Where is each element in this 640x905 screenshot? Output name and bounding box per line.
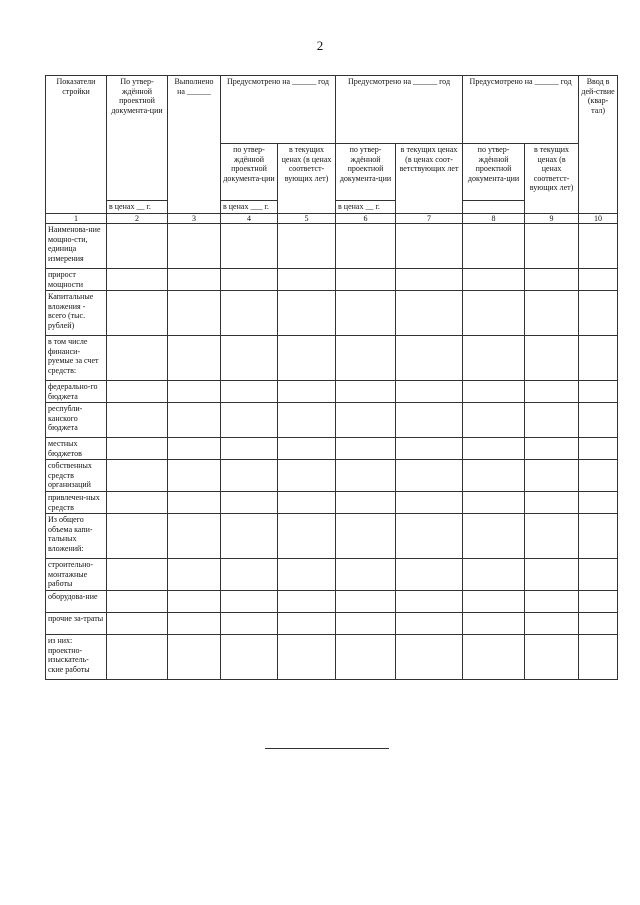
header-sub-approved-8: по утвер-ждённой проектной документа-ции [463, 144, 525, 201]
table-cell [221, 635, 278, 680]
table-cell [221, 224, 278, 269]
table-row [46, 438, 618, 460]
table-cell [579, 514, 618, 559]
row-label: в том числе финанси-руемые за счет средств: [46, 336, 107, 381]
column-number-row [46, 213, 618, 224]
table-cell [168, 269, 221, 291]
table-cell [107, 591, 168, 613]
header-planned-1: Предусмотрено на ______ год [221, 76, 336, 144]
table-cell [221, 269, 278, 291]
table-cell [525, 514, 579, 559]
column-number: 10 [579, 213, 618, 224]
table-cell [463, 269, 525, 291]
table-cell [336, 492, 396, 514]
table-cell [463, 224, 525, 269]
table-row [46, 403, 618, 438]
row-label: Из общего объема капи-тальных вложений: [46, 514, 107, 559]
table-cell [336, 613, 396, 635]
table-cell [278, 336, 336, 381]
price-note-6: в ценах ___ г. [221, 201, 278, 214]
table-cell [525, 224, 579, 269]
table-row [46, 559, 618, 591]
column-number: 7 [396, 213, 463, 224]
price-note-4: в ценах __ г. [107, 201, 168, 214]
table-cell [168, 514, 221, 559]
table-cell [396, 224, 463, 269]
table-row [46, 514, 618, 559]
column-number: 1 [46, 213, 107, 224]
row-label: привлечен-ных средств [46, 492, 107, 514]
table-cell [463, 514, 525, 559]
table-cell [463, 403, 525, 438]
table-cell [221, 403, 278, 438]
table-cell [107, 381, 168, 403]
table-row [46, 635, 618, 680]
column-number: 3 [168, 213, 221, 224]
header-sub-current-7: в текущих ценах (в ценах соот-ветствующих лет [396, 144, 463, 214]
header-approved-doc: По утвер-ждённой проектной документа-ции [107, 76, 168, 201]
table-cell [278, 492, 336, 514]
table-cell [107, 460, 168, 492]
table-cell [168, 224, 221, 269]
table-cell [336, 291, 396, 336]
table-cell [107, 635, 168, 680]
table-cell [336, 559, 396, 591]
row-label: прочие за-траты [46, 613, 107, 635]
table-cell [525, 381, 579, 403]
row-label: строительно-монтажные работы [46, 559, 107, 591]
table-cell [396, 336, 463, 381]
table-cell [221, 438, 278, 460]
table-cell [168, 591, 221, 613]
table-cell [168, 336, 221, 381]
header-sub-approved-4: по утвер-ждённой проектной документа-ции [221, 144, 278, 201]
table-cell [278, 591, 336, 613]
table-cell [168, 559, 221, 591]
table-cell [396, 492, 463, 514]
table-cell [168, 460, 221, 492]
table-row [46, 381, 618, 403]
table-cell [579, 269, 618, 291]
table-cell [579, 492, 618, 514]
table-cell [525, 613, 579, 635]
row-label: собственных средств организаций [46, 460, 107, 492]
table-cell [336, 403, 396, 438]
table-cell [221, 291, 278, 336]
table-cell [525, 460, 579, 492]
column-number: 2 [107, 213, 168, 224]
table-cell [168, 492, 221, 514]
table-cell [168, 381, 221, 403]
table-cell [278, 269, 336, 291]
row-label: прирост мощности [46, 269, 107, 291]
column-number: 4 [221, 213, 278, 224]
table-cell [221, 381, 278, 403]
column-number: 8 [463, 213, 525, 224]
table-cell [525, 269, 579, 291]
table-cell [336, 514, 396, 559]
table-cell [396, 559, 463, 591]
table-cell [396, 613, 463, 635]
table-cell [107, 492, 168, 514]
row-label: республи-канского бюджета [46, 403, 107, 438]
column-number: 9 [525, 213, 579, 224]
table-cell [396, 591, 463, 613]
price-note-8: в ценах __ г. [336, 201, 396, 214]
table-cell [396, 291, 463, 336]
table-cell [107, 438, 168, 460]
header-sub-current-5: в текущих ценах (в ценах соответст-вующих лет) [278, 144, 336, 214]
table-cell [579, 635, 618, 680]
table-cell [278, 381, 336, 403]
table-cell [168, 635, 221, 680]
table-cell [525, 559, 579, 591]
column-number: 6 [336, 213, 396, 224]
table-cell [278, 613, 336, 635]
table-cell [107, 613, 168, 635]
table-cell [463, 291, 525, 336]
table-cell [107, 514, 168, 559]
table-cell [463, 381, 525, 403]
table-cell [579, 336, 618, 381]
table-cell [278, 438, 336, 460]
row-label: Наименова-ние мощно-сти, единица измерения [46, 224, 107, 269]
table-cell [278, 460, 336, 492]
header-planned-3: Предусмотрено на ______ год [463, 76, 579, 144]
header-sub-approved-6: по утвер-ждённой проектной документа-ции [336, 144, 396, 201]
table-cell [396, 403, 463, 438]
table-cell [525, 291, 579, 336]
table-cell [168, 613, 221, 635]
table-cell [579, 460, 618, 492]
table-cell [396, 269, 463, 291]
table-cell [336, 460, 396, 492]
table-cell [525, 591, 579, 613]
table-cell [525, 336, 579, 381]
table-cell [579, 224, 618, 269]
table-cell [525, 635, 579, 680]
table-cell [278, 559, 336, 591]
row-label: федерально-го бюджета [46, 381, 107, 403]
table-row [46, 591, 618, 613]
table-cell [336, 336, 396, 381]
table-cell [396, 438, 463, 460]
table-cell [579, 591, 618, 613]
row-label: из них: проектно-изыскатель-ские работы [46, 635, 107, 680]
header-sub-current-9: в текущих ценах (в ценах соответст-вующих лет) [525, 144, 579, 214]
table-cell [168, 291, 221, 336]
table-row [46, 492, 618, 514]
table-body [46, 224, 618, 680]
table-row [46, 269, 618, 291]
table-cell [336, 269, 396, 291]
table-cell [221, 492, 278, 514]
table-cell [221, 613, 278, 635]
table-cell [463, 635, 525, 680]
header-completed: Выполнено на ______ [168, 76, 221, 214]
table-cell [221, 514, 278, 559]
table-cell [278, 403, 336, 438]
table-cell [579, 403, 618, 438]
table-cell [579, 559, 618, 591]
table-cell [107, 224, 168, 269]
table-cell [168, 438, 221, 460]
row-label: Капитальные вложения - всего (тыс. рублей) [46, 291, 107, 336]
header-indicators: Показатели стройки [46, 76, 107, 214]
table-cell [278, 514, 336, 559]
table-cell [221, 336, 278, 381]
table-cell [107, 291, 168, 336]
column-number: 5 [278, 213, 336, 224]
table-cell [336, 591, 396, 613]
table-cell [463, 559, 525, 591]
signature-line [265, 748, 389, 749]
table-cell [107, 269, 168, 291]
table-row [46, 460, 618, 492]
table-cell [221, 591, 278, 613]
row-label: местных бюджетов [46, 438, 107, 460]
table-row [46, 613, 618, 635]
table-cell [463, 460, 525, 492]
table-cell [396, 635, 463, 680]
table-cell [579, 381, 618, 403]
table-cell [525, 403, 579, 438]
capital-investment-table [45, 75, 618, 680]
table-cell [107, 336, 168, 381]
table-cell [579, 438, 618, 460]
table-cell [168, 403, 221, 438]
table-cell [525, 492, 579, 514]
table-cell [463, 438, 525, 460]
page-number: 2 [316, 38, 324, 53]
table-cell [278, 224, 336, 269]
table-cell [463, 591, 525, 613]
table-cell [463, 336, 525, 381]
table-cell [278, 291, 336, 336]
table-cell [336, 635, 396, 680]
table-row [46, 336, 618, 381]
table-cell [463, 492, 525, 514]
table-cell [336, 381, 396, 403]
table-cell [336, 438, 396, 460]
table-cell [107, 403, 168, 438]
table-cell [221, 559, 278, 591]
table-cell [396, 514, 463, 559]
header-commissioning: Ввод в дей-ствие (квар-тал) [579, 76, 618, 214]
table-cell [278, 635, 336, 680]
table-cell [396, 460, 463, 492]
header-planned-2: Предусмотрено на ______ год [336, 76, 463, 144]
table-cell [221, 460, 278, 492]
table-row [46, 224, 618, 269]
table-cell [336, 224, 396, 269]
table-cell [396, 381, 463, 403]
table-cell [579, 291, 618, 336]
table-cell [463, 613, 525, 635]
table-cell [579, 613, 618, 635]
table-cell [107, 559, 168, 591]
row-label: оборудова-ние [46, 591, 107, 613]
table-row [46, 291, 618, 336]
table-cell [525, 438, 579, 460]
